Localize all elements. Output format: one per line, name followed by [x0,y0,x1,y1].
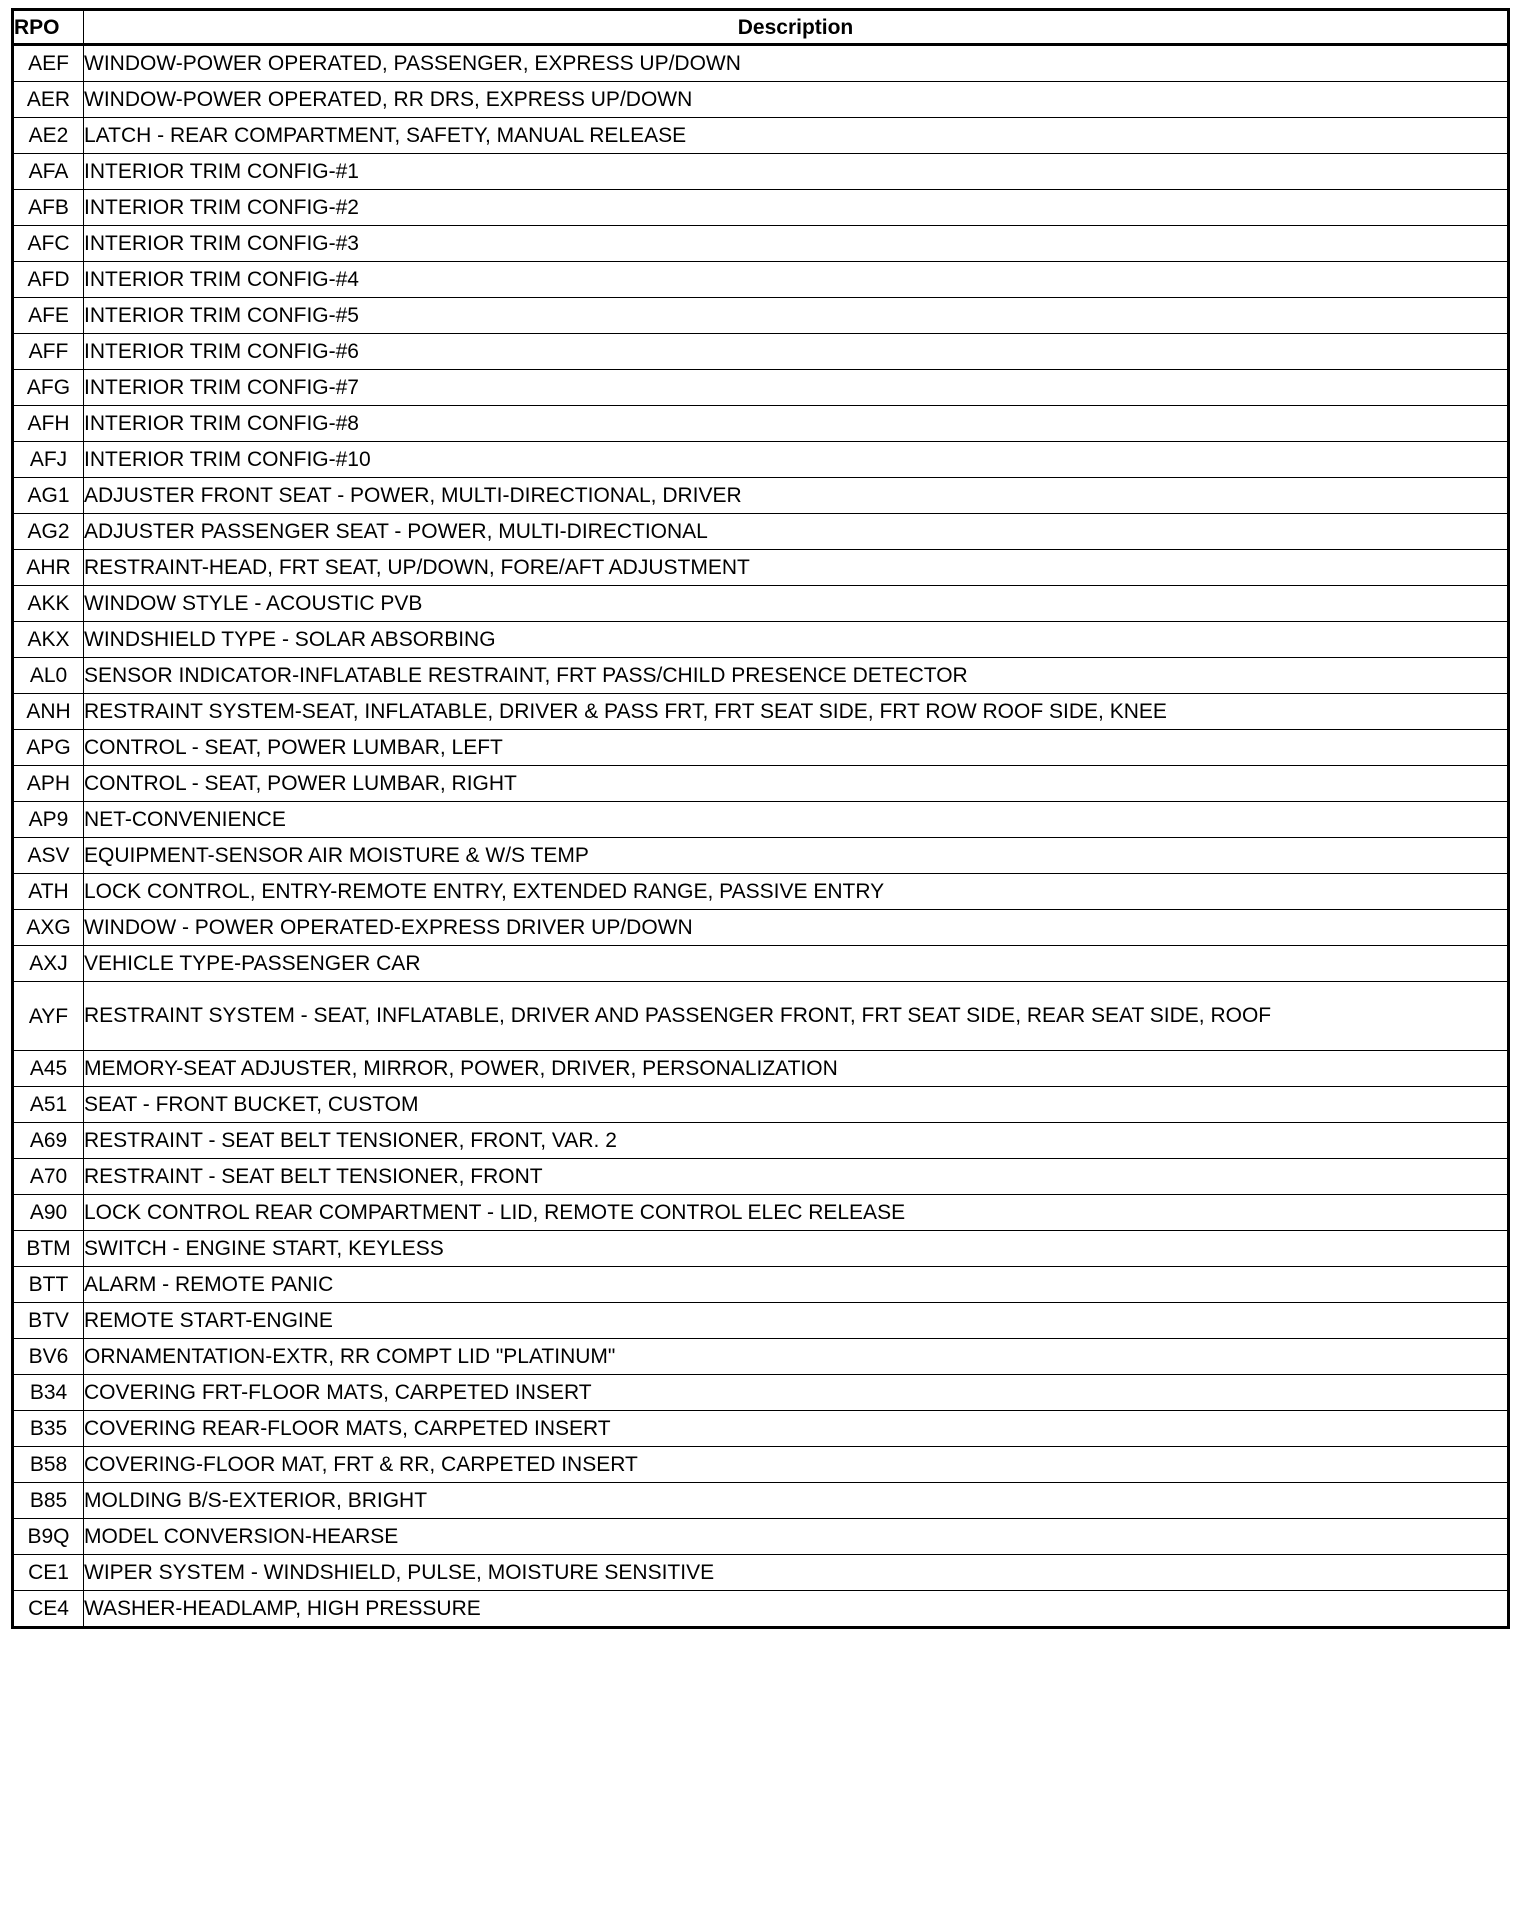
cell-description [84,1231,1509,1267]
cell-description [84,1087,1509,1123]
cell-rpo-code: AFA [13,154,84,190]
description-text: INTERIOR TRIM CONFIG-#5 [84,304,359,327]
table-row [13,1483,1509,1519]
cell-rpo-code: BV6 [13,1339,84,1375]
table-row [13,226,1509,262]
cell-rpo-code: AFF [13,334,84,370]
table-row [13,45,1509,82]
cell-rpo-code: AG2 [13,514,84,550]
description-text: WINDSHIELD TYPE - SOLAR ABSORBING [84,628,496,651]
table-row [13,838,1509,874]
description-text: MOLDING B/S-EXTERIOR, BRIGHT [84,1489,428,1512]
cell-rpo-code: AKX [13,622,84,658]
table-row [13,910,1509,946]
description-text: WASHER-HEADLAMP, HIGH PRESSURE [84,1597,481,1620]
table-row [13,334,1509,370]
column-header-description: Description [84,10,1509,45]
description-text: COVERING FRT-FLOOR MATS, CARPETED INSERT [84,1381,592,1404]
description-text: WINDOW - POWER OPERATED-EXPRESS DRIVER UP/DOWN [84,916,693,939]
cell-rpo-code: AYF [13,982,84,1051]
description-text: ADJUSTER PASSENGER SEAT - POWER, MULTI-DIRECTIONAL [84,520,708,543]
cell-rpo-code: A45 [13,1051,84,1087]
cell-rpo-code: AFJ [13,442,84,478]
description-text: ORNAMENTATION-EXTR, RR COMPT LID "PLATINUM" [84,1345,616,1368]
cell-description [84,838,1509,874]
cell-description [84,1267,1509,1303]
description-text: ADJUSTER FRONT SEAT - POWER, MULTI-DIRECTIONAL, DRIVER [84,484,742,507]
cell-rpo-code: A70 [13,1159,84,1195]
cell-rpo-code: A51 [13,1087,84,1123]
table-row [13,1447,1509,1483]
description-text: ALARM - REMOTE PANIC [84,1273,334,1296]
table-row [13,946,1509,982]
description-text: RESTRAINT-HEAD, FRT SEAT, UP/DOWN, FORE/AFT ADJUSTMENT [84,556,750,579]
cell-description [84,226,1509,262]
cell-description [84,1339,1509,1375]
cell-rpo-code: A90 [13,1195,84,1231]
cell-rpo-code: CE4 [13,1591,84,1628]
cell-rpo-code: B9Q [13,1519,84,1555]
description-text: WINDOW-POWER OPERATED, RR DRS, EXPRESS UP/DOWN [84,88,693,111]
cell-description [84,190,1509,226]
cell-rpo-code: B85 [13,1483,84,1519]
cell-rpo-code: AEF [13,45,84,82]
table-header [13,10,1509,45]
table-row [13,154,1509,190]
cell-rpo-code: AL0 [13,658,84,694]
description-text: SEAT - FRONT BUCKET, CUSTOM [84,1093,419,1116]
cell-description [84,910,1509,946]
cell-rpo-code: A69 [13,1123,84,1159]
table-row [13,1303,1509,1339]
rpo-description-table [11,8,1510,1629]
table-row [13,1195,1509,1231]
description-text: WINDOW-POWER OPERATED, PASSENGER, EXPRESS UP/DOWN [84,52,741,75]
cell-description [84,514,1509,550]
table-row [13,694,1509,730]
cell-description [84,1375,1509,1411]
table-row [13,586,1509,622]
cell-rpo-code: BTT [13,1267,84,1303]
table-row [13,1087,1509,1123]
cell-rpo-code: APH [13,766,84,802]
description-text: SWITCH - ENGINE START, KEYLESS [84,1237,444,1260]
description-text: RESTRAINT - SEAT BELT TENSIONER, FRONT [84,1165,543,1188]
cell-description [84,262,1509,298]
description-text: RESTRAINT SYSTEM-SEAT, INFLATABLE, DRIVER & PASS FRT, FRT SEAT SIDE, FRT ROW ROOF SIDE, KNEE [84,700,1167,723]
cell-description [84,1447,1509,1483]
cell-description [84,118,1509,154]
cell-description [84,1483,1509,1519]
description-text: MEMORY-SEAT ADJUSTER, MIRROR, POWER, DRIVER, PERSONALIZATION [84,1057,838,1080]
table-row [13,82,1509,118]
cell-description [84,982,1509,1051]
cell-rpo-code: AG1 [13,478,84,514]
cell-rpo-code: AER [13,82,84,118]
cell-rpo-code: AKK [13,586,84,622]
cell-description [84,154,1509,190]
description-text: CONTROL - SEAT, POWER LUMBAR, RIGHT [84,772,517,795]
table-row [13,1123,1509,1159]
table-row [13,766,1509,802]
description-text: INTERIOR TRIM CONFIG-#6 [84,340,359,363]
description-text: INTERIOR TRIM CONFIG-#3 [84,232,359,255]
table-row [13,262,1509,298]
cell-description [84,550,1509,586]
description-text: VEHICLE TYPE-PASSENGER CAR [84,952,421,975]
table-row [13,1339,1509,1375]
cell-description [84,1123,1509,1159]
table-row [13,1519,1509,1555]
description-text: COVERING-FLOOR MAT, FRT & RR, CARPETED INSERT [84,1453,638,1476]
cell-description [84,730,1509,766]
cell-description [84,370,1509,406]
description-text: LOCK CONTROL, ENTRY-REMOTE ENTRY, EXTENDED RANGE, PASSIVE ENTRY [84,880,885,903]
cell-rpo-code: AFE [13,298,84,334]
cell-description [84,82,1509,118]
description-text: RESTRAINT SYSTEM - SEAT, INFLATABLE, DRIVER AND PASSENGER FRONT, FRT SEAT SIDE, REAR SEAT SIDE, ROOF [84,1004,1272,1027]
table-body [13,45,1509,1628]
table-row [13,730,1509,766]
cell-description [84,442,1509,478]
table-row [13,1555,1509,1591]
table-row [13,1375,1509,1411]
description-text: CONTROL - SEAT, POWER LUMBAR, LEFT [84,736,503,759]
table-row [13,802,1509,838]
table-row [13,1231,1509,1267]
cell-rpo-code: BTV [13,1303,84,1339]
table-row [13,1159,1509,1195]
description-text: MODEL CONVERSION-HEARSE [84,1525,399,1548]
cell-description [84,1195,1509,1231]
table-row [13,1411,1509,1447]
cell-rpo-code: B58 [13,1447,84,1483]
cell-description [84,1159,1509,1195]
cell-rpo-code: AXG [13,910,84,946]
cell-description [84,298,1509,334]
cell-description [84,334,1509,370]
cell-description [84,946,1509,982]
description-text: WINDOW STYLE - ACOUSTIC PVB [84,592,423,615]
description-text: LATCH - REAR COMPARTMENT, SAFETY, MANUAL RELEASE [84,124,687,147]
cell-rpo-code: AFG [13,370,84,406]
description-text: EQUIPMENT-SENSOR AIR MOISTURE & W/S TEMP [84,844,589,867]
cell-rpo-code: ATH [13,874,84,910]
table-row [13,370,1509,406]
table-row [13,406,1509,442]
cell-description [84,586,1509,622]
table-row [13,982,1509,1051]
cell-rpo-code: B34 [13,1375,84,1411]
cell-rpo-code: B35 [13,1411,84,1447]
cell-rpo-code: AFB [13,190,84,226]
description-text: LOCK CONTROL REAR COMPARTMENT - LID, REMOTE CONTROL ELEC RELEASE [84,1201,906,1224]
description-text: WIPER SYSTEM - WINDSHIELD, PULSE, MOISTURE SENSITIVE [84,1561,715,1584]
description-text: INTERIOR TRIM CONFIG-#1 [84,160,359,183]
table-row [13,622,1509,658]
description-text: COVERING REAR-FLOOR MATS, CARPETED INSERT [84,1417,611,1440]
rpo-table-container [11,8,1507,1629]
cell-description [84,1411,1509,1447]
cell-description [84,802,1509,838]
cell-description [84,766,1509,802]
cell-rpo-code: AHR [13,550,84,586]
cell-description [84,874,1509,910]
cell-description [84,1519,1509,1555]
cell-rpo-code: AP9 [13,802,84,838]
cell-rpo-code: BTM [13,1231,84,1267]
description-text: REMOTE START-ENGINE [84,1309,333,1332]
cell-description [84,1591,1509,1628]
table-row [13,514,1509,550]
table-header-row [13,10,1509,45]
cell-rpo-code: AE2 [13,118,84,154]
table-row [13,442,1509,478]
cell-rpo-code: ANH [13,694,84,730]
cell-rpo-code: ASV [13,838,84,874]
cell-rpo-code: APG [13,730,84,766]
table-row [13,478,1509,514]
description-text: RESTRAINT - SEAT BELT TENSIONER, FRONT, VAR. 2 [84,1129,617,1152]
column-header-rpo: RPO [13,10,84,45]
cell-description [84,1051,1509,1087]
cell-description [84,45,1509,82]
description-text: INTERIOR TRIM CONFIG-#7 [84,376,359,399]
table-row [13,298,1509,334]
description-text: INTERIOR TRIM CONFIG-#10 [84,448,371,471]
cell-rpo-code: AFH [13,406,84,442]
cell-description [84,1555,1509,1591]
description-text: SENSOR INDICATOR-INFLATABLE RESTRAINT, FRT PASS/CHILD PRESENCE DETECTOR [84,664,968,687]
table-row [13,1267,1509,1303]
table-row [13,190,1509,226]
table-row [13,658,1509,694]
description-text: INTERIOR TRIM CONFIG-#4 [84,268,359,291]
table-row [13,1591,1509,1628]
cell-rpo-code: AXJ [13,946,84,982]
cell-rpo-code: CE1 [13,1555,84,1591]
cell-description [84,658,1509,694]
description-text: INTERIOR TRIM CONFIG-#2 [84,196,359,219]
cell-description [84,406,1509,442]
description-text: NET-CONVENIENCE [84,808,286,831]
cell-rpo-code: AFD [13,262,84,298]
cell-rpo-code: AFC [13,226,84,262]
cell-description [84,694,1509,730]
cell-description [84,478,1509,514]
table-row [13,1051,1509,1087]
table-row [13,118,1509,154]
description-text: INTERIOR TRIM CONFIG-#8 [84,412,359,435]
cell-description [84,1303,1509,1339]
table-row [13,874,1509,910]
cell-description [84,622,1509,658]
table-row [13,550,1509,586]
